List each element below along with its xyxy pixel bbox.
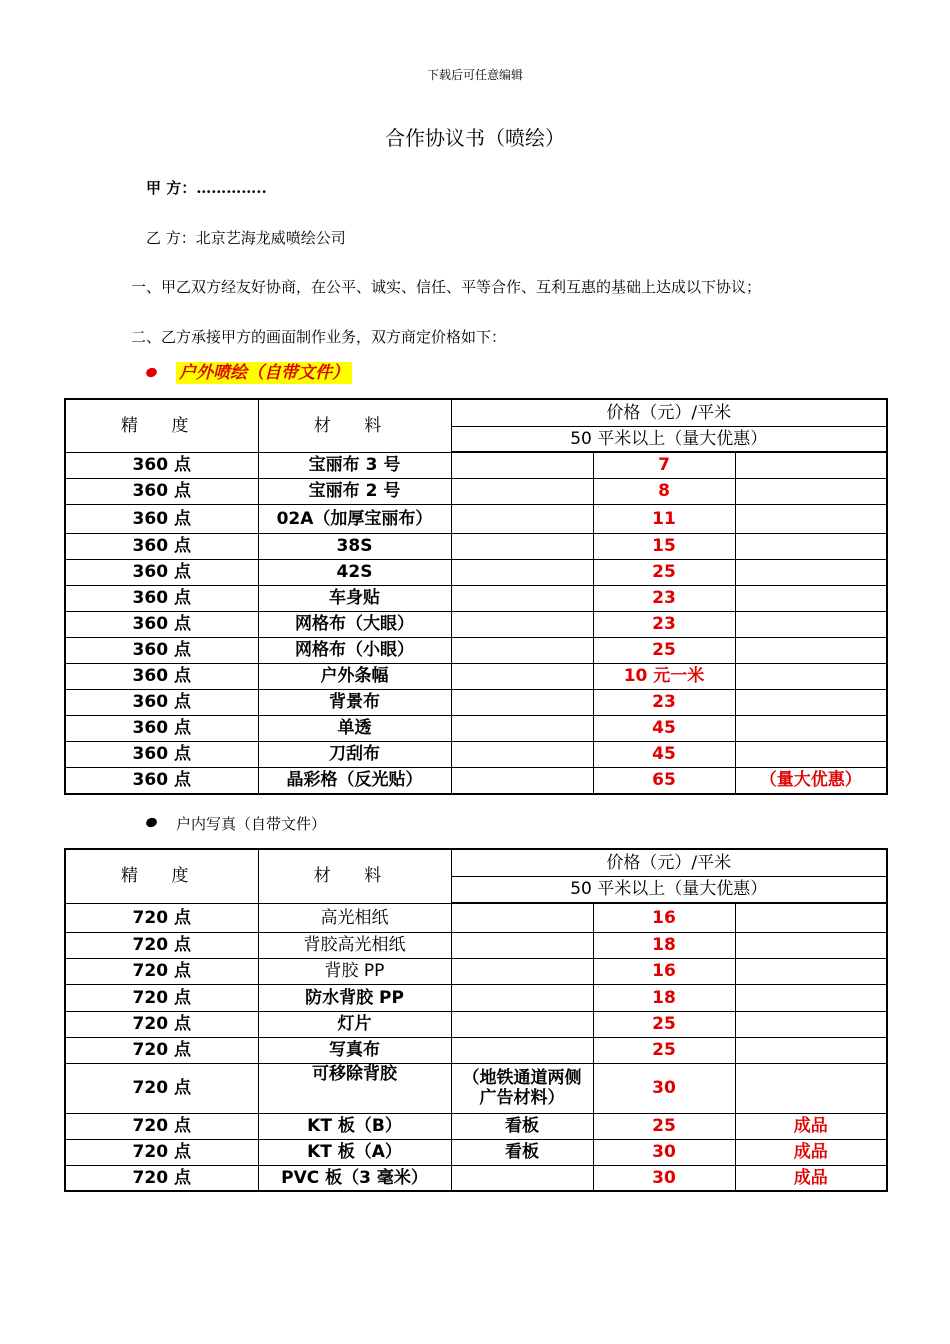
material-cell: 宝丽布 2 号 [258, 478, 451, 504]
bullet-icon [145, 816, 158, 828]
price-cell: 23 [593, 611, 735, 637]
empty-cell [451, 637, 593, 663]
col-material-header: 材 料 [258, 849, 451, 903]
note-cell [735, 958, 887, 984]
table-row [65, 452, 887, 478]
col-resolution-header: 精 度 [65, 399, 258, 452]
note-cell [735, 1037, 887, 1063]
table-row [65, 715, 887, 741]
resolution-cell: 720 点 [65, 1165, 258, 1191]
material-cell: 38S [258, 533, 451, 559]
resolution-cell: 720 点 [65, 903, 258, 932]
note-cell [735, 663, 887, 689]
price-cell: 23 [593, 585, 735, 611]
empty-cell [451, 741, 593, 767]
material-cell: 晶彩格（反光贴） [258, 767, 451, 794]
usage-cell: （地铁通道两侧广告材料） [451, 1063, 593, 1113]
usage-cell [451, 1037, 593, 1063]
note-cell [735, 533, 887, 559]
resolution-cell: 360 点 [65, 663, 258, 689]
note-cell [735, 1011, 887, 1037]
table-row [65, 903, 887, 932]
material-cell: 户外条幅 [258, 663, 451, 689]
note-cell [735, 741, 887, 767]
usage-cell: 看板 [451, 1139, 593, 1165]
price-cell: 7 [593, 452, 735, 478]
price-cell: 16 [593, 903, 735, 932]
table-row [65, 637, 887, 663]
resolution-cell: 360 点 [65, 559, 258, 585]
resolution-cell: 360 点 [65, 637, 258, 663]
empty-cell [451, 715, 593, 741]
material-cell: 高光相纸 [258, 903, 451, 932]
empty-cell [451, 767, 593, 794]
material-cell: 写真布 [258, 1037, 451, 1063]
price-cell: 18 [593, 932, 735, 958]
section-outdoor-title: 户外喷绘（自带文件） [176, 362, 352, 384]
table-row [65, 1063, 887, 1113]
table-row [65, 663, 887, 689]
note-cell [735, 559, 887, 585]
resolution-cell: 360 点 [65, 452, 258, 478]
col-price-header: 价格（元）/平米 [451, 849, 887, 876]
clause-one: 一、甲乙双方经友好协商，在公平、诚实、信任、平等合作、互利互惠的基础上达成以下协议； [131, 278, 762, 296]
table-row [65, 533, 887, 559]
empty-cell [451, 559, 593, 585]
empty-cell [451, 504, 593, 533]
table-row [65, 958, 887, 984]
resolution-cell: 720 点 [65, 1037, 258, 1063]
usage-cell [451, 958, 593, 984]
material-cell: KT 板（B） [258, 1113, 451, 1139]
resolution-cell: 720 点 [65, 958, 258, 984]
resolution-cell: 360 点 [65, 689, 258, 715]
resolution-cell: 720 点 [65, 984, 258, 1011]
empty-cell [451, 689, 593, 715]
empty-cell [451, 611, 593, 637]
table-row [65, 932, 887, 958]
material-cell: 背景布 [258, 689, 451, 715]
col-material-header: 材 料 [258, 399, 451, 452]
table-row [65, 689, 887, 715]
price-cell: 25 [593, 1011, 735, 1037]
material-cell: 宝丽布 3 号 [258, 452, 451, 478]
note-cell [735, 478, 887, 504]
price-cell: 30 [593, 1063, 735, 1113]
note-cell [735, 585, 887, 611]
resolution-cell: 360 点 [65, 767, 258, 794]
note-cell [735, 1063, 887, 1113]
table-row [65, 1139, 887, 1165]
material-cell: 背胶高光相纸 [258, 932, 451, 958]
table-row [65, 504, 887, 533]
note-cell [735, 984, 887, 1011]
usage-cell [451, 1011, 593, 1037]
price-cell: 10 元一米 [593, 663, 735, 689]
clause-two: 二、乙方承接甲方的画面制作业务，双方商定价格如下： [131, 328, 507, 346]
price-cell: 65 [593, 767, 735, 794]
indoor-price-table [64, 848, 888, 1192]
material-cell: KT 板（A） [258, 1139, 451, 1165]
resolution-cell: 360 点 [65, 741, 258, 767]
material-cell: 车身贴 [258, 585, 451, 611]
table-row [65, 585, 887, 611]
header-note: 下载后可任意编辑 [426, 68, 523, 82]
table-row [65, 1011, 887, 1037]
price-cell: 30 [593, 1165, 735, 1191]
note-cell [735, 504, 887, 533]
note-cell: 成品 [735, 1139, 887, 1165]
price-cell: 25 [593, 559, 735, 585]
resolution-cell: 360 点 [65, 533, 258, 559]
table-row [65, 1037, 887, 1063]
resolution-cell: 720 点 [65, 1113, 258, 1139]
empty-cell [451, 663, 593, 689]
table-row [65, 984, 887, 1011]
col-resolution-header: 精 度 [65, 849, 258, 903]
price-cell: 45 [593, 715, 735, 741]
document-title: 合作协议书（喷绘） [385, 126, 565, 150]
resolution-cell: 360 点 [65, 715, 258, 741]
material-cell: 单透 [258, 715, 451, 741]
table-row [65, 1165, 887, 1191]
party-a: 甲 方：………….. [146, 179, 267, 197]
resolution-cell: 360 点 [65, 504, 258, 533]
col-price-header: 价格（元）/平米 [451, 399, 887, 426]
col-price-subheader: 50 平米以上（量大优惠） [451, 876, 887, 903]
price-cell: 25 [593, 1113, 735, 1139]
material-cell: 网格布（小眼） [258, 637, 451, 663]
empty-cell [451, 533, 593, 559]
price-cell: 23 [593, 689, 735, 715]
table-row [65, 611, 887, 637]
material-cell: 02A（加厚宝丽布） [258, 504, 451, 533]
note-cell [735, 452, 887, 478]
outdoor-price-table [64, 398, 888, 795]
resolution-cell: 360 点 [65, 611, 258, 637]
material-cell: 防水背胶 PP [258, 984, 451, 1011]
resolution-cell: 720 点 [65, 1139, 258, 1165]
resolution-cell: 720 点 [65, 1011, 258, 1037]
note-cell [735, 715, 887, 741]
table-row [65, 478, 887, 504]
table-row [65, 1113, 887, 1139]
price-cell: 18 [593, 984, 735, 1011]
note-cell [735, 932, 887, 958]
empty-cell [451, 478, 593, 504]
empty-cell [451, 585, 593, 611]
resolution-cell: 360 点 [65, 478, 258, 504]
note-cell [735, 611, 887, 637]
material-cell: 灯片 [258, 1011, 451, 1037]
note-cell: 成品 [735, 1165, 887, 1191]
note-cell [735, 689, 887, 715]
note-cell: 成品 [735, 1113, 887, 1139]
price-cell: 8 [593, 478, 735, 504]
material-cell: 网格布（大眼） [258, 611, 451, 637]
note-cell [735, 903, 887, 932]
usage-cell [451, 984, 593, 1011]
resolution-cell: 360 点 [65, 585, 258, 611]
table-row [65, 767, 887, 794]
price-cell: 16 [593, 958, 735, 984]
party-b: 乙 方：北京艺海龙威喷绘公司 [146, 229, 346, 247]
price-cell: 30 [593, 1139, 735, 1165]
empty-cell [451, 452, 593, 478]
note-cell [735, 637, 887, 663]
resolution-cell: 720 点 [65, 1063, 258, 1113]
price-cell: 25 [593, 637, 735, 663]
resolution-cell: 720 点 [65, 932, 258, 958]
col-price-subheader: 50 平米以上（量大优惠） [451, 426, 887, 452]
table-row [65, 559, 887, 585]
price-cell: 11 [593, 504, 735, 533]
material-cell: 42S [258, 559, 451, 585]
material-cell: PVC 板（3 毫米） [258, 1165, 451, 1191]
note-cell: （量大优惠） [735, 767, 887, 794]
price-cell: 25 [593, 1037, 735, 1063]
price-cell: 15 [593, 533, 735, 559]
price-cell: 45 [593, 741, 735, 767]
usage-cell [451, 903, 593, 932]
material-cell: 刀刮布 [258, 741, 451, 767]
material-cell: 可移除背胶 [258, 1063, 451, 1113]
material-cell: 背胶 PP [258, 958, 451, 984]
usage-cell [451, 932, 593, 958]
table-row [65, 741, 887, 767]
usage-cell: 看板 [451, 1113, 593, 1139]
bullet-icon [145, 366, 158, 378]
usage-cell [451, 1165, 593, 1191]
section-indoor-title: 户内写真（自带文件） [176, 815, 327, 833]
